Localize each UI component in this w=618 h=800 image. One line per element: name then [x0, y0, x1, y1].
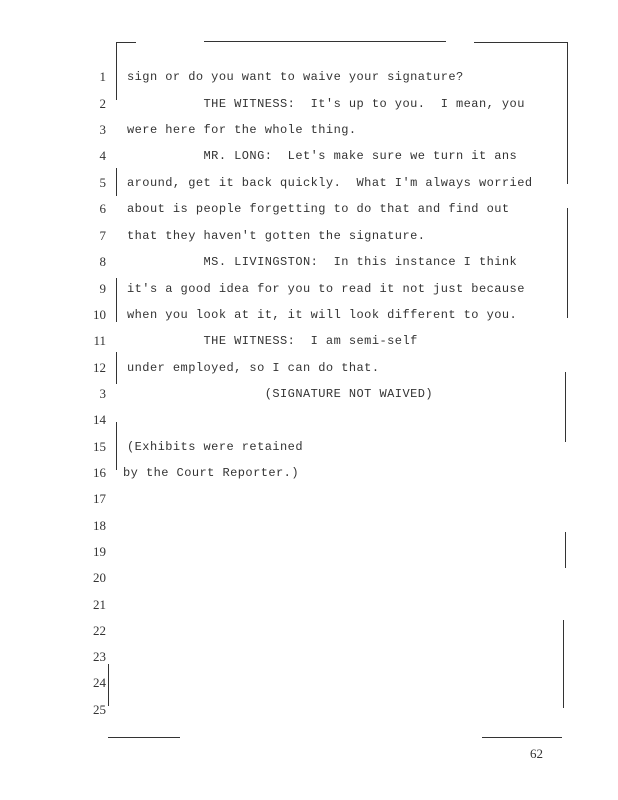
line-number: 9	[99, 281, 106, 296]
right-margin-rule	[567, 42, 568, 184]
left-margin-rule	[108, 664, 109, 706]
line-number: 22	[93, 623, 106, 638]
line-number: 14	[93, 412, 106, 427]
line-number: 3	[99, 122, 106, 137]
line-number: 12	[93, 360, 106, 375]
line-number: 24	[93, 675, 106, 690]
right-margin-rule	[563, 620, 564, 708]
transcript-line: (SIGNATURE NOT WAIVED)	[127, 387, 434, 401]
transcript-line: were here for the whole thing.	[127, 123, 357, 137]
line-number: 16	[93, 465, 106, 480]
left-margin-rule	[116, 278, 117, 322]
top-rule-left-tick	[116, 42, 136, 43]
right-margin-rule	[565, 372, 566, 442]
line-number: 2	[99, 96, 106, 111]
transcript-line: that they haven't gotten the signature.	[127, 229, 426, 243]
line-number: 6	[99, 201, 106, 216]
line-number: 11	[93, 333, 106, 348]
line-number: 25	[93, 702, 106, 717]
transcript-line: when you look at it, it will look different to you.	[127, 308, 518, 322]
left-margin-rule	[116, 168, 117, 196]
transcript-line: MS. LIVINGSTON: In this instance I think	[127, 255, 518, 269]
line-number: 5	[99, 175, 106, 190]
right-margin-rule	[565, 532, 566, 568]
line-number: 7	[99, 228, 106, 243]
line-number: 23	[93, 649, 106, 664]
transcript-line: by the Court Reporter.)	[123, 466, 299, 480]
line-number: 18	[93, 518, 106, 533]
line-number: 1	[99, 69, 106, 84]
transcript-line: around, get it back quickly. What I'm always worried	[127, 176, 533, 190]
line-number: 8	[99, 254, 106, 269]
transcript-line: THE WITNESS: It's up to you. I mean, you	[127, 97, 525, 111]
line-number: 21	[93, 597, 106, 612]
top-rule-right	[474, 42, 568, 43]
right-margin-rule	[567, 208, 568, 318]
left-margin-rule	[116, 422, 117, 470]
line-number: 19	[93, 544, 106, 559]
line-number: 17	[93, 491, 106, 506]
transcript-line: sign or do you want to waive your signature?	[127, 70, 464, 84]
transcript-line: THE WITNESS: I am semi-self	[127, 334, 418, 348]
transcript-line: about is people forgetting to do that and find out	[127, 202, 510, 216]
bottom-rule-left	[108, 737, 180, 738]
transcript-line: under employed, so I can do that.	[127, 361, 380, 375]
line-number: 3	[99, 386, 106, 401]
page-number: 62	[530, 746, 543, 761]
left-margin-rule	[116, 42, 117, 100]
transcript-line: (Exhibits were retained	[127, 440, 303, 454]
bottom-rule-right	[482, 737, 562, 738]
line-number: 20	[93, 570, 106, 585]
top-rule-center	[204, 41, 446, 42]
line-number: 10	[93, 307, 106, 322]
line-number: 15	[93, 439, 106, 454]
transcript-line: it's a good idea for you to read it not just because	[127, 282, 525, 296]
transcript-line: MR. LONG: Let's make sure we turn it ans	[127, 149, 518, 163]
line-number: 4	[99, 148, 106, 163]
left-margin-rule	[116, 352, 117, 384]
